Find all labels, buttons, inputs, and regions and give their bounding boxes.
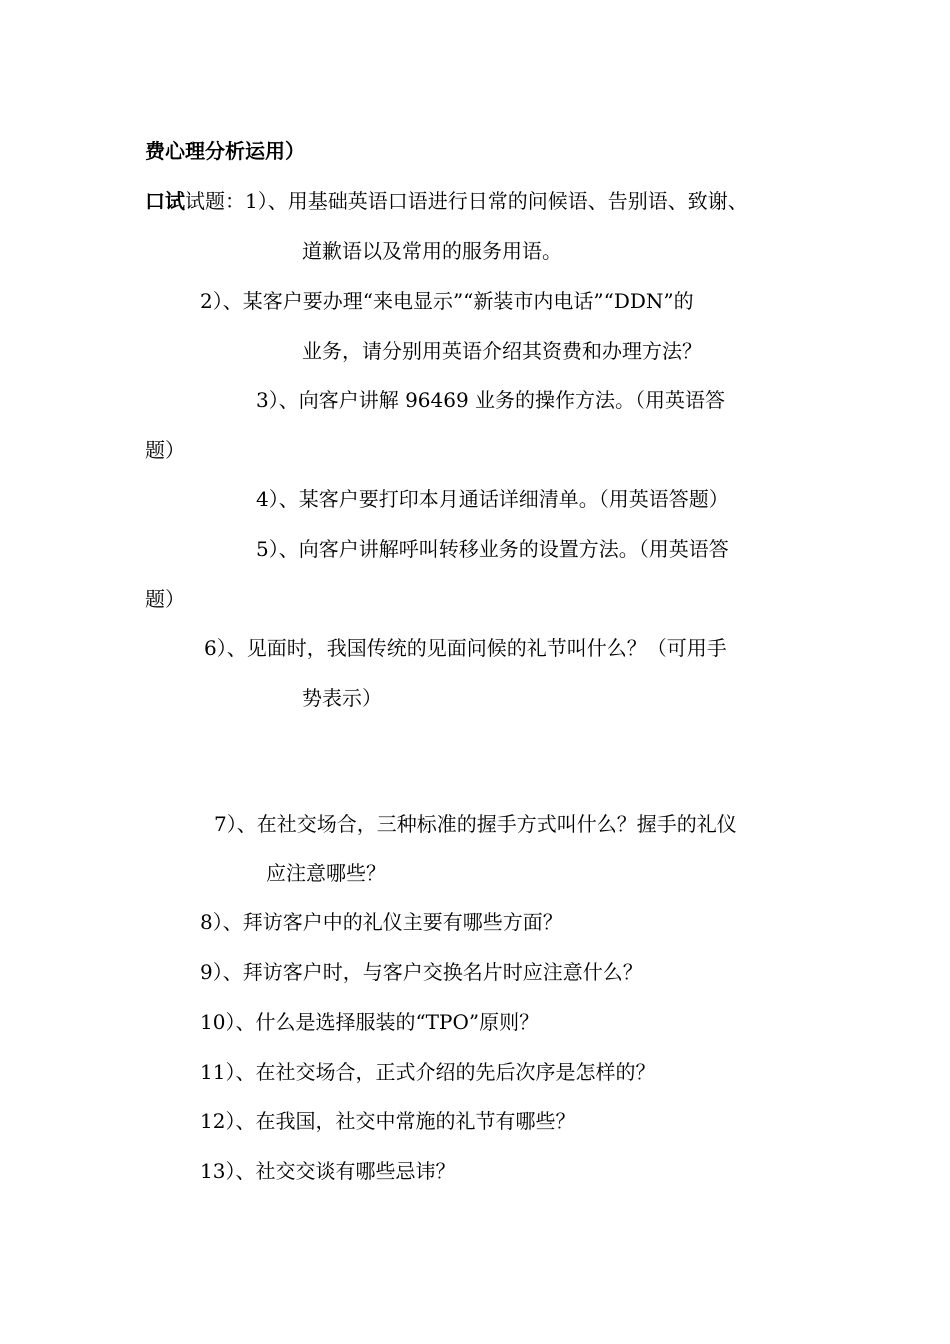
question-11: 11）、在社交场合，正式介绍的先后次序是怎样的？ (200, 1060, 656, 1084)
question-3-line-2: 题） (145, 438, 185, 462)
question-5-line-2: 题） (145, 587, 185, 611)
question-7-line-2: 应注意哪些？ (266, 861, 386, 885)
question-8: 8）、拜访客户中的礼仪主要有哪些方面？ (200, 910, 563, 934)
question-4-line-1: 4）、某客户要打印本月通话详细清单。（用英语答题） (256, 487, 729, 511)
question-13: 13）、社交交谈有哪些忌讳？ (200, 1159, 456, 1183)
question-3-line-1: 3）、向客户讲解 96469 业务的操作方法。（用英语答 (256, 388, 726, 412)
question-10: 10）、什么是选择服装的“TPO”原则？ (200, 1010, 540, 1034)
question-5-line-1: 5）、向客户讲解呼叫转移业务的设置方法。（用英语答 (256, 537, 729, 561)
question-7-line-1: 7）、在社交场合，三种标准的握手方式叫什么？握手的礼仪 (214, 812, 737, 836)
oral-label: 口试 (145, 189, 185, 213)
question-1-line-1: 1）、用基础英语口语进行日常的问候语、告别语、致谢、 (245, 189, 748, 213)
question-1-line-2: 道歉语以及常用的服务用语。 (302, 239, 562, 263)
question-2-line-1: 2）、某客户要办理“来电显示”“新装市内电话”“DDN”的 (200, 289, 694, 313)
question-12: 12）、在我国，社交中常施的礼节有哪些？ (200, 1109, 576, 1133)
question-9: 9）、拜访客户时，与客户交换名片时应注意什么？ (200, 960, 643, 984)
question-2-line-2: 业务，请分别用英语介绍其资费和办理方法？ (302, 339, 702, 363)
oral-prefix: 试题： (185, 189, 245, 213)
question-6-line-2: 势表示） (302, 686, 382, 710)
heading-fragment: 费心理分析运用） (145, 139, 305, 163)
question-6-line-1: 6）、见面时，我国传统的见面问候的礼节叫什么？（可用手 (204, 636, 727, 660)
oral-exam-line (145, 187, 748, 215)
